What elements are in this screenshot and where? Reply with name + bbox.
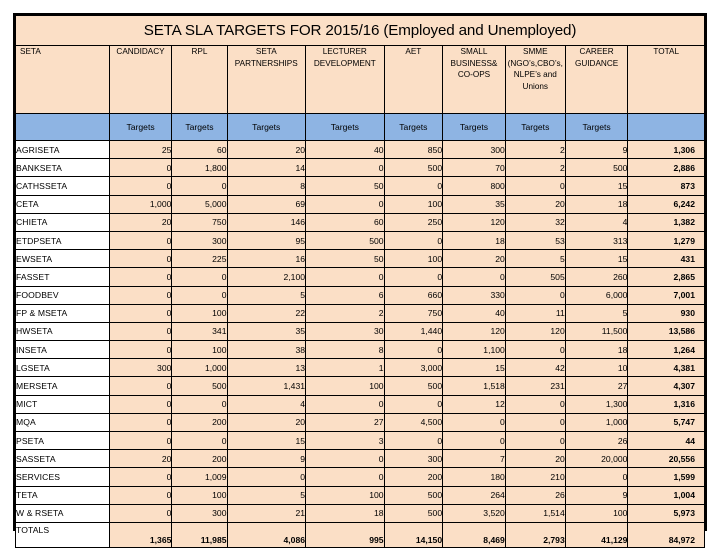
row-label: INSETA [16,341,110,359]
cell-lecturer: 0 [306,268,385,286]
row-label: TETA [16,486,110,504]
table-row [16,395,705,413]
cell-lecturer: 0 [306,395,385,413]
cell-rpl: 1,800 [172,159,227,177]
cell-candidacy: 0 [109,432,172,450]
row-label: MERSETA [16,377,110,395]
cell-candidacy: 25 [109,141,172,159]
cell-rpl: 0 [172,268,227,286]
cell-lecturer: 0 [306,450,385,468]
column-header-lecturer: LECTURER DEVELOPMENT [306,46,385,114]
cell-partner: 146 [227,213,306,231]
cell-total: 1,382 [628,213,705,231]
cell-smme: 20 [505,195,565,213]
table-row [16,141,705,159]
cell-candidacy: 0 [109,504,172,522]
cell-candidacy: 0 [109,304,172,322]
cell-smme: 0 [505,395,565,413]
cell-lecturer: 30 [306,322,385,340]
cell-smallbiz: 300 [443,141,506,159]
table-row [16,450,705,468]
cell-rpl: 200 [172,413,227,431]
cell-smme: 1,514 [505,504,565,522]
cell-aet: 200 [384,468,443,486]
cell-lecturer: 0 [306,195,385,213]
cell-smallbiz: 0 [443,268,506,286]
cell-lecturer: 100 [306,486,385,504]
cell-aet: 4,500 [384,413,443,431]
targets-subheader-career: Targets [565,114,628,141]
cell-smme: 0 [505,177,565,195]
cell-total: 873 [628,177,705,195]
cell-lecturer: 0 [306,468,385,486]
cell-partner: 15 [227,432,306,450]
cell-total: 1,599 [628,468,705,486]
cell-smme: 231 [505,377,565,395]
table-row [16,177,705,195]
cell-aet: 0 [384,432,443,450]
cell-total: 1,316 [628,395,705,413]
cell-total: 5,747 [628,413,705,431]
column-header-smallbiz: SMALL BUSINESS& CO-OPS [443,46,506,114]
cell-smme: 2 [505,141,565,159]
cell-lecturer: 40 [306,141,385,159]
cell-career: 9 [565,141,628,159]
cell-partner: 20 [227,141,306,159]
cell-candidacy: 0 [109,159,172,177]
cell-candidacy: 0 [109,468,172,486]
cell-smallbiz: 20 [443,250,506,268]
cell-career: 15 [565,177,628,195]
cell-lecturer: 0 [306,159,385,177]
cell-partner: 2,100 [227,268,306,286]
table-row [16,286,705,304]
cell-aet: 500 [384,486,443,504]
cell-lecturer: 27 [306,413,385,431]
cell-partner: 38 [227,341,306,359]
cell-candidacy: 0 [109,177,172,195]
cell-aet: 3,000 [384,359,443,377]
totals-cell-partner: 4,086 [227,522,306,547]
table-row [16,359,705,377]
targets-subheader-aet: Targets [384,114,443,141]
cell-smallbiz: 40 [443,304,506,322]
cell-smme: 53 [505,231,565,249]
seta-targets-table-frame [13,13,707,545]
cell-smallbiz: 120 [443,322,506,340]
table-row [16,250,705,268]
cell-smallbiz: 35 [443,195,506,213]
cell-total: 431 [628,250,705,268]
cell-candidacy: 0 [109,486,172,504]
cell-partner: 8 [227,177,306,195]
row-label: HWSETA [16,322,110,340]
row-label: SERVICES [16,468,110,486]
row-label: FASSET [16,268,110,286]
targets-subheader-smallbiz: Targets [443,114,506,141]
table-row [16,213,705,231]
cell-candidacy: 0 [109,268,172,286]
cell-lecturer: 50 [306,250,385,268]
cell-smme: 0 [505,432,565,450]
cell-smallbiz: 0 [443,413,506,431]
cell-smallbiz: 1,518 [443,377,506,395]
totals-row-label: TOTALS [16,522,110,547]
cell-smallbiz: 15 [443,359,506,377]
cell-career: 500 [565,159,628,177]
row-label: MICT [16,395,110,413]
cell-candidacy: 0 [109,341,172,359]
cell-partner: 1,431 [227,377,306,395]
cell-aet: 500 [384,377,443,395]
cell-candidacy: 300 [109,359,172,377]
cell-smme: 11 [505,304,565,322]
cell-smallbiz: 800 [443,177,506,195]
cell-lecturer: 6 [306,286,385,304]
seta-targets-table [15,15,705,548]
cell-partner: 20 [227,413,306,431]
cell-smme: 2 [505,159,565,177]
cell-smme: 20 [505,450,565,468]
targets-subheader-row [16,114,705,141]
cell-aet: 750 [384,304,443,322]
cell-partner: 95 [227,231,306,249]
cell-smme: 505 [505,268,565,286]
cell-career: 5 [565,304,628,322]
cell-career: 1,300 [565,395,628,413]
column-header-smme: SMME (NGO’s,CBO’s,NLPE’s and Unions [505,46,565,114]
cell-candidacy: 20 [109,213,172,231]
cell-rpl: 0 [172,286,227,304]
cell-career: 6,000 [565,286,628,304]
cell-career: 18 [565,341,628,359]
totals-cell-career: 41,129 [565,522,628,547]
cell-rpl: 0 [172,177,227,195]
row-label: BANKSETA [16,159,110,177]
row-label: FP & MSETA [16,304,110,322]
cell-smallbiz: 0 [443,432,506,450]
table-row [16,159,705,177]
cell-smme: 32 [505,213,565,231]
cell-smme: 26 [505,486,565,504]
cell-smme: 0 [505,341,565,359]
cell-aet: 1,440 [384,322,443,340]
targets-subheader-candidacy: Targets [109,114,172,141]
cell-partner: 9 [227,450,306,468]
cell-smallbiz: 264 [443,486,506,504]
cell-career: 9 [565,486,628,504]
cell-rpl: 100 [172,486,227,504]
cell-rpl: 300 [172,231,227,249]
cell-career: 260 [565,268,628,286]
targets-subheader-lecturer: Targets [306,114,385,141]
row-label: W & RSETA [16,504,110,522]
cell-rpl: 500 [172,377,227,395]
cell-smallbiz: 18 [443,231,506,249]
cell-smallbiz: 120 [443,213,506,231]
column-header-total: TOTAL [628,46,705,114]
cell-aet: 850 [384,141,443,159]
cell-total: 20,556 [628,450,705,468]
totals-grand-total: 84,972 [628,522,705,547]
cell-lecturer: 18 [306,504,385,522]
cell-total: 4,307 [628,377,705,395]
table-row [16,341,705,359]
cell-candidacy: 20 [109,450,172,468]
totals-cell-aet: 14,150 [384,522,443,547]
cell-total: 4,381 [628,359,705,377]
cell-smallbiz: 7 [443,450,506,468]
cell-rpl: 300 [172,504,227,522]
cell-smallbiz: 330 [443,286,506,304]
cell-partner: 35 [227,322,306,340]
cell-candidacy: 0 [109,322,172,340]
cell-total: 7,001 [628,286,705,304]
cell-partner: 22 [227,304,306,322]
cell-career: 10 [565,359,628,377]
cell-smallbiz: 70 [443,159,506,177]
cell-partner: 14 [227,159,306,177]
cell-total: 6,242 [628,195,705,213]
cell-lecturer: 2 [306,304,385,322]
cell-rpl: 750 [172,213,227,231]
targets-subheader-seta [16,114,110,141]
cell-total: 2,886 [628,159,705,177]
cell-career: 15 [565,250,628,268]
cell-total: 1,279 [628,231,705,249]
cell-total: 1,306 [628,141,705,159]
cell-rpl: 0 [172,395,227,413]
cell-partner: 69 [227,195,306,213]
cell-career: 11,500 [565,322,628,340]
cell-aet: 0 [384,268,443,286]
cell-lecturer: 8 [306,341,385,359]
row-label: EWSETA [16,250,110,268]
cell-rpl: 100 [172,341,227,359]
column-header-row [16,46,705,114]
table-row [16,377,705,395]
totals-cell-lecturer: 995 [306,522,385,547]
table-row [16,322,705,340]
column-header-seta: SETA [16,46,110,114]
cell-partner: 5 [227,486,306,504]
cell-partner: 4 [227,395,306,413]
cell-rpl: 60 [172,141,227,159]
row-label: CATHSSETA [16,177,110,195]
cell-smallbiz: 12 [443,395,506,413]
cell-lecturer: 3 [306,432,385,450]
page-title: SETA SLA TARGETS FOR 2015/16 (Employed and Unemployed) [16,16,705,46]
cell-lecturer: 50 [306,177,385,195]
cell-career: 0 [565,468,628,486]
cell-smme: 0 [505,413,565,431]
cell-rpl: 0 [172,432,227,450]
row-label: ETDPSETA [16,231,110,249]
cell-candidacy: 0 [109,377,172,395]
cell-total: 44 [628,432,705,450]
cell-total: 1,004 [628,486,705,504]
column-header-partner: SETA PARTNERSHIPS [227,46,306,114]
row-label: LGSETA [16,359,110,377]
cell-aet: 500 [384,504,443,522]
cell-total: 1,264 [628,341,705,359]
totals-cell-smallbiz: 8,469 [443,522,506,547]
cell-career: 26 [565,432,628,450]
cell-total: 930 [628,304,705,322]
cell-career: 27 [565,377,628,395]
cell-career: 1,000 [565,413,628,431]
cell-smme: 42 [505,359,565,377]
table-row [16,413,705,431]
totals-cell-smme: 2,793 [505,522,565,547]
table-title-row [16,16,705,46]
cell-total: 5,973 [628,504,705,522]
column-header-candidacy: CANDIDACY [109,46,172,114]
cell-smme: 5 [505,250,565,268]
cell-lecturer: 60 [306,213,385,231]
row-label: PSETA [16,432,110,450]
cell-smallbiz: 3,520 [443,504,506,522]
cell-candidacy: 0 [109,286,172,304]
cell-rpl: 1,009 [172,468,227,486]
cell-partner: 16 [227,250,306,268]
cell-candidacy: 0 [109,231,172,249]
targets-subheader-partner: Targets [227,114,306,141]
cell-aet: 0 [384,341,443,359]
cell-total: 13,586 [628,322,705,340]
cell-candidacy: 0 [109,250,172,268]
table-row [16,195,705,213]
cell-aet: 250 [384,213,443,231]
targets-subheader-smme: Targets [505,114,565,141]
cell-smallbiz: 180 [443,468,506,486]
table-row [16,486,705,504]
table-row [16,304,705,322]
cell-career: 20,000 [565,450,628,468]
cell-smallbiz: 1,100 [443,341,506,359]
table-row [16,432,705,450]
cell-aet: 100 [384,195,443,213]
cell-career: 100 [565,504,628,522]
cell-aet: 0 [384,177,443,195]
totals-cell-candidacy: 1,365 [109,522,172,547]
cell-rpl: 100 [172,304,227,322]
cell-total: 2,865 [628,268,705,286]
row-label: MQA [16,413,110,431]
cell-aet: 100 [384,250,443,268]
row-label: AGRISETA [16,141,110,159]
cell-partner: 13 [227,359,306,377]
cell-lecturer: 1 [306,359,385,377]
cell-rpl: 341 [172,322,227,340]
table-row [16,231,705,249]
targets-subheader-rpl: Targets [172,114,227,141]
column-header-aet: AET [384,46,443,114]
cell-smme: 120 [505,322,565,340]
cell-rpl: 5,000 [172,195,227,213]
cell-lecturer: 500 [306,231,385,249]
cell-smme: 0 [505,286,565,304]
cell-lecturer: 100 [306,377,385,395]
row-label: CHIETA [16,213,110,231]
totals-row [16,522,705,547]
cell-career: 313 [565,231,628,249]
cell-rpl: 1,000 [172,359,227,377]
table-row [16,504,705,522]
cell-rpl: 225 [172,250,227,268]
cell-aet: 0 [384,395,443,413]
table-row [16,468,705,486]
column-header-rpl: RPL [172,46,227,114]
cell-rpl: 200 [172,450,227,468]
row-label: CETA [16,195,110,213]
cell-partner: 0 [227,468,306,486]
cell-aet: 500 [384,159,443,177]
totals-cell-rpl: 11,985 [172,522,227,547]
cell-career: 18 [565,195,628,213]
row-label: FOODBEV [16,286,110,304]
cell-aet: 660 [384,286,443,304]
cell-partner: 21 [227,504,306,522]
cell-smme: 210 [505,468,565,486]
column-header-career: CAREER GUIDANCE [565,46,628,114]
cell-candidacy: 0 [109,413,172,431]
cell-partner: 5 [227,286,306,304]
cell-aet: 300 [384,450,443,468]
table-row [16,268,705,286]
cell-candidacy: 0 [109,395,172,413]
targets-subheader-total [628,114,705,141]
row-label: SASSETA [16,450,110,468]
cell-aet: 0 [384,231,443,249]
cell-career: 4 [565,213,628,231]
cell-candidacy: 1,000 [109,195,172,213]
